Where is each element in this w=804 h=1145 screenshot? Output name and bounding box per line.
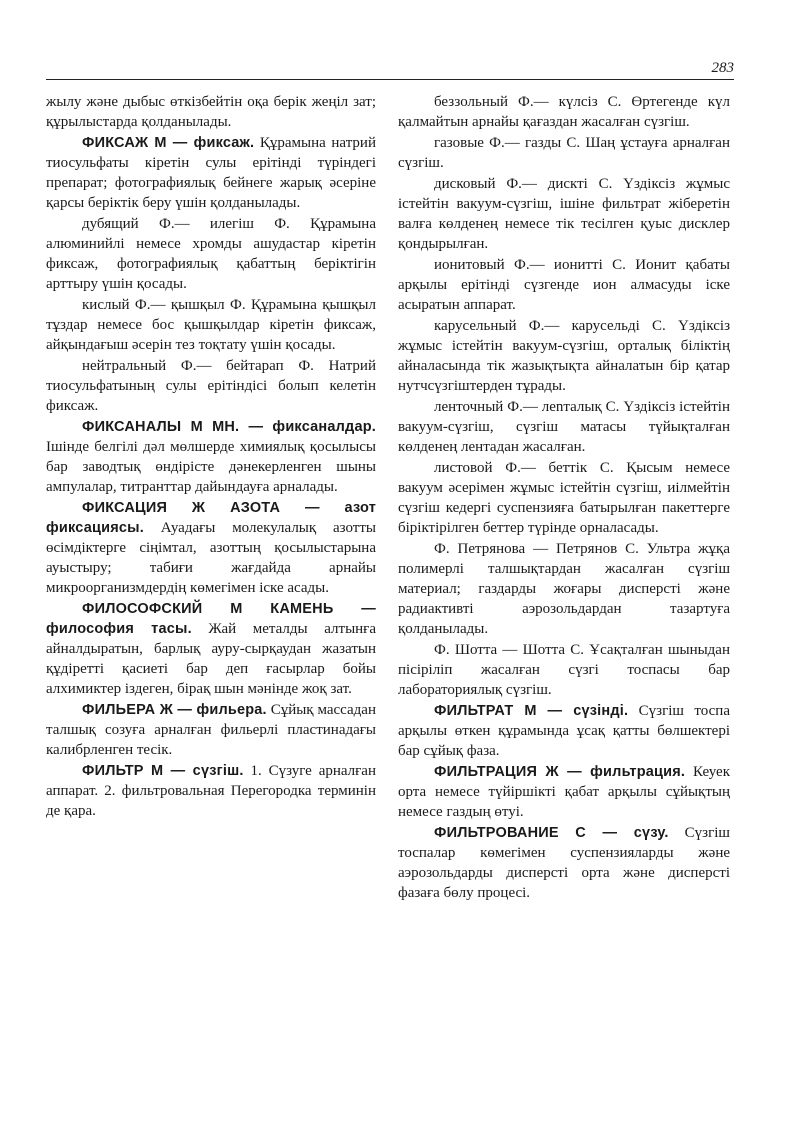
dictionary-entry [398,539,730,639]
entry-headword: ФИКСАНАЛЫ М МН. — фиксаналдар. [82,419,376,435]
dictionary-entry [398,640,730,700]
dictionary-entry [398,255,730,315]
entry-definition: ленточный Ф.— лenталық С. Үздіксіз істейтін вакуум-сүзгіш, сүзгіш матасы түйықталған көлденең лентадан жасалған. [398,399,730,455]
dictionary-entry [398,174,730,254]
entry-definition: газовые Ф.— газды С. Шаң ұстауға арналған сүзгіш. [398,135,730,171]
entry-definition: Ауадағы молекулалық азотты өсімдіктерге сіңімтал, азоттың қосылыстарына ауыстыру; табиғи жағдайда арнайы микроорганизмдердің көмегімен іске асады. [46,520,376,596]
entry-headword: ФИЛЬТРОВАНИЕ С — сүзу. [434,825,669,841]
dictionary-entry [398,458,730,538]
dictionary-entry [46,599,376,699]
entry-definition: Сүзгіш тоспалар көмегімен суспензияларды және аэрозольдарды дисперсті орта және дисперсті фазаға бөлу процесі. [398,825,730,901]
dictionary-entry [46,92,376,132]
entry-definition: Ф. Шотта — Шотта С. Ұсақталған шыныдан пісіріліп жасалған сүзгі тоспасы бар лабораториялық сүзгіш. [398,642,730,698]
entry-headword: ФИЛЬТРАТ М — сүзінді. [434,703,629,719]
dictionary-entry [398,762,730,822]
entry-definition: Сүзгіш тоспа арқылы өткен құрамында ұсақ қатты бөлшектері бар сұйық фаза. [398,703,730,759]
dictionary-entry [46,214,376,294]
dictionary-entry [398,92,730,132]
dictionary-entry [46,761,376,821]
entry-definition: Сұйық массадан талшық созуға арналған фильерлі пластинадағы калибрленген тесік. [46,702,376,758]
entry-definition: нейтральный Ф.— бейтарап Ф. Натрий тиосульфатының сулы ерітіндісі болып келетін фиксаж. [46,358,376,414]
entry-definition: кислый Ф.— қышқыл Ф. Құрамына қышқыл тұздар немесе бос қышқылдар кіретін фиксаж, айқындағыш әсерін тез тоқтату үшін қосады. [46,297,376,353]
entry-headword: ФИКСАЖ М — фиксаж. [82,135,255,151]
entry-definition: Құрамына натрий тиосульфаты кіретін сулы ерітінді түріндегі препарат; фотографиялық бейнеге жарық әсеріне қарсы беріктік беру үшін қолданылады. [46,135,376,211]
entry-definition: беззольный Ф.— күлсіз С. Өртегенде күл қалмайтын арнайы қағаздан жасалған сүзгіш. [398,94,730,130]
dictionary-entry [398,133,730,173]
entry-headword: ФИЛЬТР М — сүзгіш. [82,763,244,779]
page-number: 283 [711,60,734,76]
entry-definition: дубящий Ф.— илегіш Ф. Құрамына алюминийлі немесе хромды ашудастар кіретін фиксаж, фотографиялық қабаттың беріктігін арттыру үшін қосады. [46,216,376,292]
dictionary-entry [46,356,376,416]
dictionary-entry [46,417,376,497]
header-rule [46,79,734,80]
entry-headword: ФИЛЬТРАЦИЯ Ж — фильтрация. [434,764,686,780]
entry-headword: ФИЛОСОФСКИЙ М КАМЕНЬ — философия тасы. [46,601,376,637]
entry-definition: Ф. Петрянова — Петрянов С. Ультра жұқа полимерлі талшықтардан жасалған сүзгіш материал; газдарды жоғары дисперсті және радиактивті аэрозольдардан тазартуға қолданылады. [398,541,730,637]
dictionary-entry [46,498,376,598]
dictionary-entry [46,700,376,760]
entry-definition: карусельный Ф.— карусельді С. Үздіксіз жұмыс істейтін вакуум-сүзгіш, орталық біліктің айналасында тік жазықтықта айналатын бір қатар нутчсүзгіштерден тұрады. [398,318,730,394]
entry-headword: ФИКСАЦИЯ Ж АЗОТА — азот фиксациясы. [46,500,376,536]
entry-definition: жылу және дыбыс өткізбейтін оқа берік жеңіл зат; құрылыстарда қолданылады. [46,94,376,130]
entry-definition: Кеуек орта немесе түйіршікті қабат арқылы сұйықтың немесе газдың өтуі. [398,764,730,820]
dictionary-entry [398,316,730,396]
dictionary-entry [398,701,730,761]
dictionary-entry [398,397,730,457]
dictionary-entry [398,823,730,903]
dictionary-entry [46,295,376,355]
entry-definition: листовой Ф.— беттік С. Қысым немесе вакуум әсерімен жұмыс істейтін сүзгіш, иілмейтін сүзгіш кедергі суспензияға батырылған пакеттерге біріктірілген беттер түрінде орналасады. [398,460,730,536]
entry-definition: ионитовый Ф.— ионитті С. Ионит қабаты арқылы ерітінді сүзгенде ион алмасуды іске асыратын аппарат. [398,257,730,313]
entry-definition: 1. Сүзуге арналған аппарат. 2. фильтровальная Перегородка терминін де қара. [46,763,376,819]
right-column [398,92,730,903]
entry-definition: дисковый Ф.— дискті С. Үздіксіз жұмыс істейтін вакуум-сүзгіш, ішіне фильтрат жіберетін валға көлденең немесе тік тесілген қуыс дисклер қондырылған. [398,176,730,252]
entry-definition: Жай металды алтынға айналдыратын, барлық ауру-сырқаудан жазатын құдіретті қасиеті бар деп ғасырлар бойы алхимиктер іздеген, бірақ шын мәнінде жоқ зат. [46,621,376,697]
dictionary-entry [46,133,376,213]
left-column [46,92,376,821]
entry-headword: ФИЛЬЕРА Ж — фильера. [82,702,267,718]
entry-definition: Ішінде белгілі дәл мөлшерде химиялық қосылысы бар заводтық өндірісте дәнекерленген шыны ампулалар, титранттар дайындауға арналады. [46,439,376,495]
